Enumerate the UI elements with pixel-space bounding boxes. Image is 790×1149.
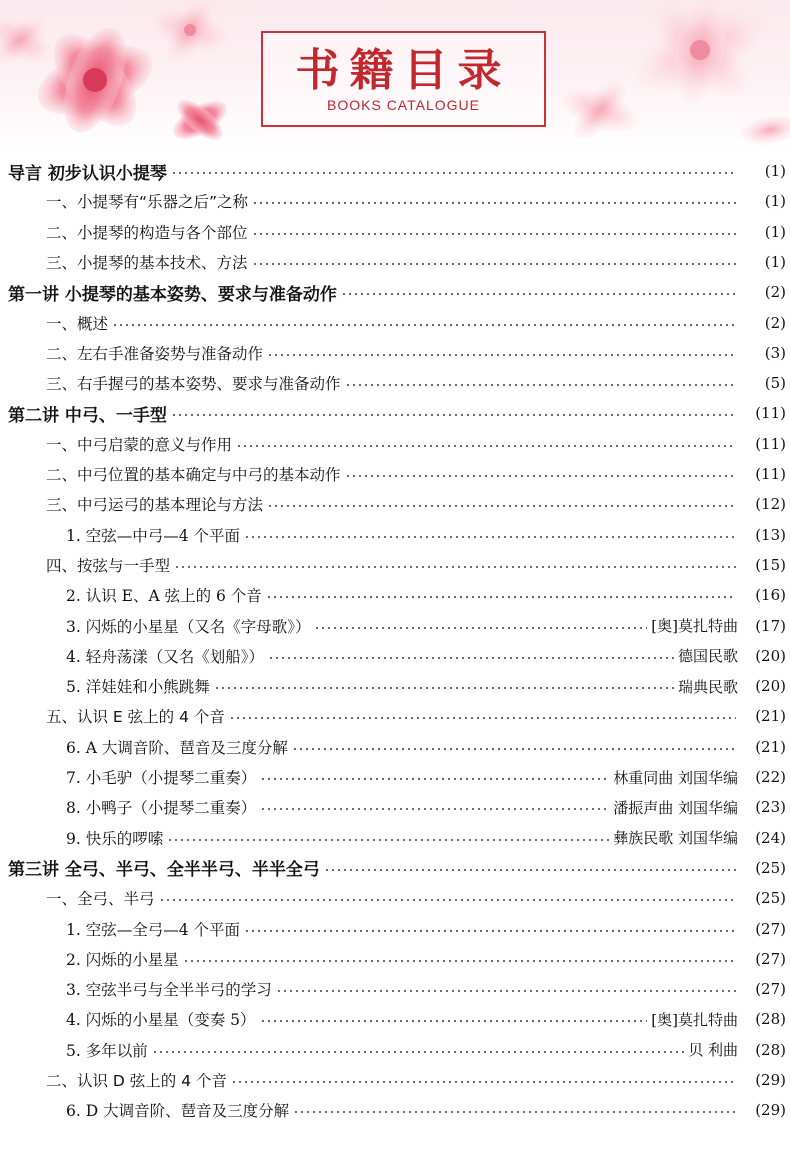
toc-entry-page: (25) — [755, 858, 786, 877]
dot-leader — [324, 868, 736, 872]
dot-leader — [252, 201, 736, 205]
toc-entry-page: (1) — [764, 252, 786, 271]
dot-leader — [314, 626, 647, 630]
dot-leader — [231, 1080, 736, 1084]
toc-entry-page: (5) — [764, 374, 786, 393]
toc-entry[interactable] — [0, 1035, 790, 1065]
toc-entry-title: 9. 快乐的啰嗦 — [66, 829, 164, 848]
toc-entry-title: 二、小提琴的构造与各个部位 — [46, 223, 248, 242]
toc-entry[interactable] — [0, 398, 790, 428]
toc-entry-author: [奥]莫扎特曲 — [651, 1010, 738, 1029]
toc-entry[interactable] — [0, 1095, 790, 1125]
toc-entry[interactable] — [0, 671, 790, 701]
toc-entry-title: 2. 认识 E、A 弦上的 6 个音 — [66, 587, 262, 606]
dot-leader — [159, 898, 736, 902]
toc-entry-title: 二、左右手准备姿势与准备动作 — [46, 344, 264, 363]
toc-entry[interactable] — [0, 308, 790, 338]
toc-entry-page: (1) — [764, 162, 786, 180]
toc-entry-page: (1) — [764, 222, 786, 241]
toc-entry-title: 五、认识 E 弦上的 4 个音 — [46, 708, 225, 727]
page-subtitle: BOOKS CATALOGUE — [327, 97, 480, 113]
toc-entry[interactable] — [0, 823, 790, 853]
toc-entry[interactable] — [0, 1065, 790, 1095]
toc-entry[interactable] — [0, 489, 790, 519]
title-box — [261, 31, 546, 127]
dot-leader — [171, 171, 736, 175]
dot-leader — [260, 1019, 648, 1023]
toc-entry[interactable] — [0, 641, 790, 671]
toc-entry-page: (13) — [755, 525, 786, 544]
toc-entry-page: (28) — [755, 1040, 786, 1059]
toc-entry[interactable] — [0, 974, 790, 1004]
toc-entry[interactable] — [0, 429, 790, 459]
toc-entry-title: 一、概述 — [46, 314, 109, 333]
toc-entry-title: 三、中弓运弓的基本理论与方法 — [46, 496, 264, 515]
dot-leader — [267, 504, 736, 508]
dot-leader — [171, 413, 736, 417]
dot-leader — [260, 807, 609, 811]
toc-entry[interactable] — [0, 762, 790, 792]
dot-leader — [167, 838, 609, 842]
toc-entry[interactable] — [0, 580, 790, 610]
dot-leader — [214, 686, 674, 690]
toc-entry-page: (25) — [755, 889, 786, 908]
toc-entry-page: (24) — [755, 828, 786, 847]
toc-entry-page: (11) — [755, 465, 786, 483]
toc-entry-page: (27) — [755, 949, 786, 968]
toc-entry-title: 一、全弓、半弓 — [46, 890, 155, 909]
dot-leader — [341, 292, 736, 296]
dot-leader — [292, 747, 736, 751]
toc-entry-title: 2. 闪烁的小星星 — [66, 950, 179, 969]
toc-entry-title: 6. D 大调音阶、琶音及三度分解 — [66, 1102, 290, 1121]
toc-entry[interactable] — [0, 186, 790, 216]
toc-entry-title: 4. 闪烁的小星星（变奏 5） — [66, 1011, 256, 1030]
toc-entry[interactable] — [0, 792, 790, 822]
toc-entry[interactable] — [0, 550, 790, 580]
header-banner — [0, 0, 790, 150]
toc-entry-title: 1. 空弦—全弓—4 个平面 — [66, 920, 241, 939]
toc-entry-title: 导言 初步认识小提琴 — [8, 163, 167, 184]
toc-entry-page: (27) — [755, 980, 786, 999]
dot-leader — [174, 565, 736, 569]
toc-entry-page: (2) — [764, 313, 786, 332]
toc-entry-page: (21) — [755, 737, 786, 756]
toc-entry-page: (20) — [755, 677, 786, 696]
toc-entry-author: 林重同曲 刘国华编 — [613, 768, 738, 787]
toc-entry[interactable] — [0, 277, 790, 307]
toc-entry-page: (17) — [755, 616, 786, 635]
toc-entry[interactable] — [0, 853, 790, 883]
toc-entry[interactable] — [0, 368, 790, 398]
dot-leader — [112, 323, 736, 327]
toc-entry-title: 第一讲 小提琴的基本姿势、要求与准备动作 — [8, 284, 337, 305]
toc-entry-page: (1) — [764, 192, 786, 211]
toc-entry-page: (22) — [755, 768, 786, 786]
toc-entry-author: [奥]莫扎特曲 — [651, 617, 738, 635]
dot-leader — [252, 262, 736, 266]
toc-entry-title: 三、小提琴的基本技术、方法 — [46, 253, 248, 272]
toc-entry-page: (28) — [755, 1010, 786, 1029]
toc-entry-title: 6. A 大调音阶、琶音及三度分解 — [66, 738, 288, 757]
dot-leader — [244, 535, 736, 539]
toc-entry[interactable] — [0, 732, 790, 762]
dot-leader — [229, 716, 736, 720]
dot-leader — [236, 444, 736, 448]
toc-entry-page: (3) — [764, 343, 786, 362]
toc-entry[interactable] — [0, 217, 790, 247]
toc-entry[interactable] — [0, 944, 790, 974]
dot-leader — [152, 1050, 685, 1054]
toc-entry-title: 一、中弓启蒙的意义与作用 — [46, 435, 233, 454]
toc-entry-page: (11) — [755, 404, 786, 423]
toc-entry-page: (11) — [755, 434, 786, 453]
dot-leader — [252, 232, 736, 236]
toc-entry-title: 三、右手握弓的基本姿势、要求与准备动作 — [46, 375, 341, 394]
dot-leader — [244, 929, 736, 933]
toc-entry-title: 四、按弦与一手型 — [46, 556, 171, 575]
toc-entry[interactable] — [0, 520, 790, 550]
dot-leader — [266, 595, 736, 599]
toc-entry-title: 第二讲 中弓、一手型 — [8, 405, 167, 426]
dot-leader — [276, 989, 736, 993]
toc-entry-title: 3. 闪烁的小星星（又名《字母歌》） — [66, 617, 311, 636]
toc-entry-page: (29) — [755, 1101, 786, 1120]
toc-entry[interactable] — [0, 459, 790, 489]
toc-entry-page: (16) — [755, 586, 786, 605]
toc-entry[interactable] — [0, 914, 790, 944]
toc-entry-author: 瑞典民歌 — [677, 677, 738, 696]
toc-entry-page: (29) — [755, 1071, 786, 1089]
toc-entry-title: 第三讲 全弓、半弓、全半半弓、半半全弓 — [8, 860, 320, 881]
toc-entry-page: (23) — [755, 798, 786, 817]
toc-entry-author: 德国民歌 — [677, 647, 738, 666]
toc-entry-title: 8. 小鸭子（小提琴二重奏） — [66, 799, 257, 818]
toc-entry-title: 7. 小毛驴（小提琴二重奏） — [66, 769, 257, 787]
page-title: 书籍目录 — [295, 45, 512, 96]
toc-entry-author: 潘振声曲 刘国华编 — [613, 798, 738, 817]
dot-leader — [183, 959, 736, 963]
dot-leader — [268, 656, 674, 660]
dot-leader — [345, 383, 736, 387]
toc-entry-title: 二、中弓位置的基本确定与中弓的基本动作 — [46, 466, 341, 484]
toc-entry-author: 彝族民歌 刘国华编 — [613, 829, 738, 848]
toc-entry-title: 二、认识 D 弦上的 4 个音 — [46, 1072, 228, 1090]
toc-entry-page: (2) — [764, 283, 786, 302]
toc-entry-title: 1. 空弦—中弓—4 个平面 — [66, 526, 241, 545]
toc-entry-page: (21) — [755, 707, 786, 726]
toc-entry-title: 4. 轻舟荡漾（又名《划船》） — [66, 647, 264, 666]
toc-entry-author: 贝 利曲 — [688, 1041, 738, 1060]
toc-entry[interactable] — [0, 883, 790, 913]
toc-entry-title: 5. 多年以前 — [66, 1041, 148, 1060]
toc-entry-page: (12) — [755, 495, 786, 514]
toc-entry[interactable] — [0, 156, 790, 186]
toc-entry-title: 一、小提琴有“乐器之后”之称 — [46, 193, 249, 212]
toc-entry[interactable] — [0, 338, 790, 368]
toc-entry[interactable] — [0, 611, 790, 641]
dot-leader — [267, 353, 736, 357]
toc-entry-title: 5. 洋娃娃和小熊跳舞 — [66, 678, 210, 697]
toc-entry-page: (27) — [755, 919, 786, 938]
dot-leader — [345, 474, 736, 478]
toc-entry[interactable] — [0, 1004, 790, 1034]
toc-entry-title: 3. 空弦半弓与全半半弓的学习 — [66, 981, 272, 1000]
toc-entry[interactable] — [0, 701, 790, 731]
dot-leader — [260, 777, 609, 781]
dot-leader — [293, 1110, 736, 1114]
toc-entry-page: (20) — [755, 646, 786, 665]
toc-entry[interactable] — [0, 247, 790, 277]
toc-entry-page: (15) — [755, 555, 786, 574]
